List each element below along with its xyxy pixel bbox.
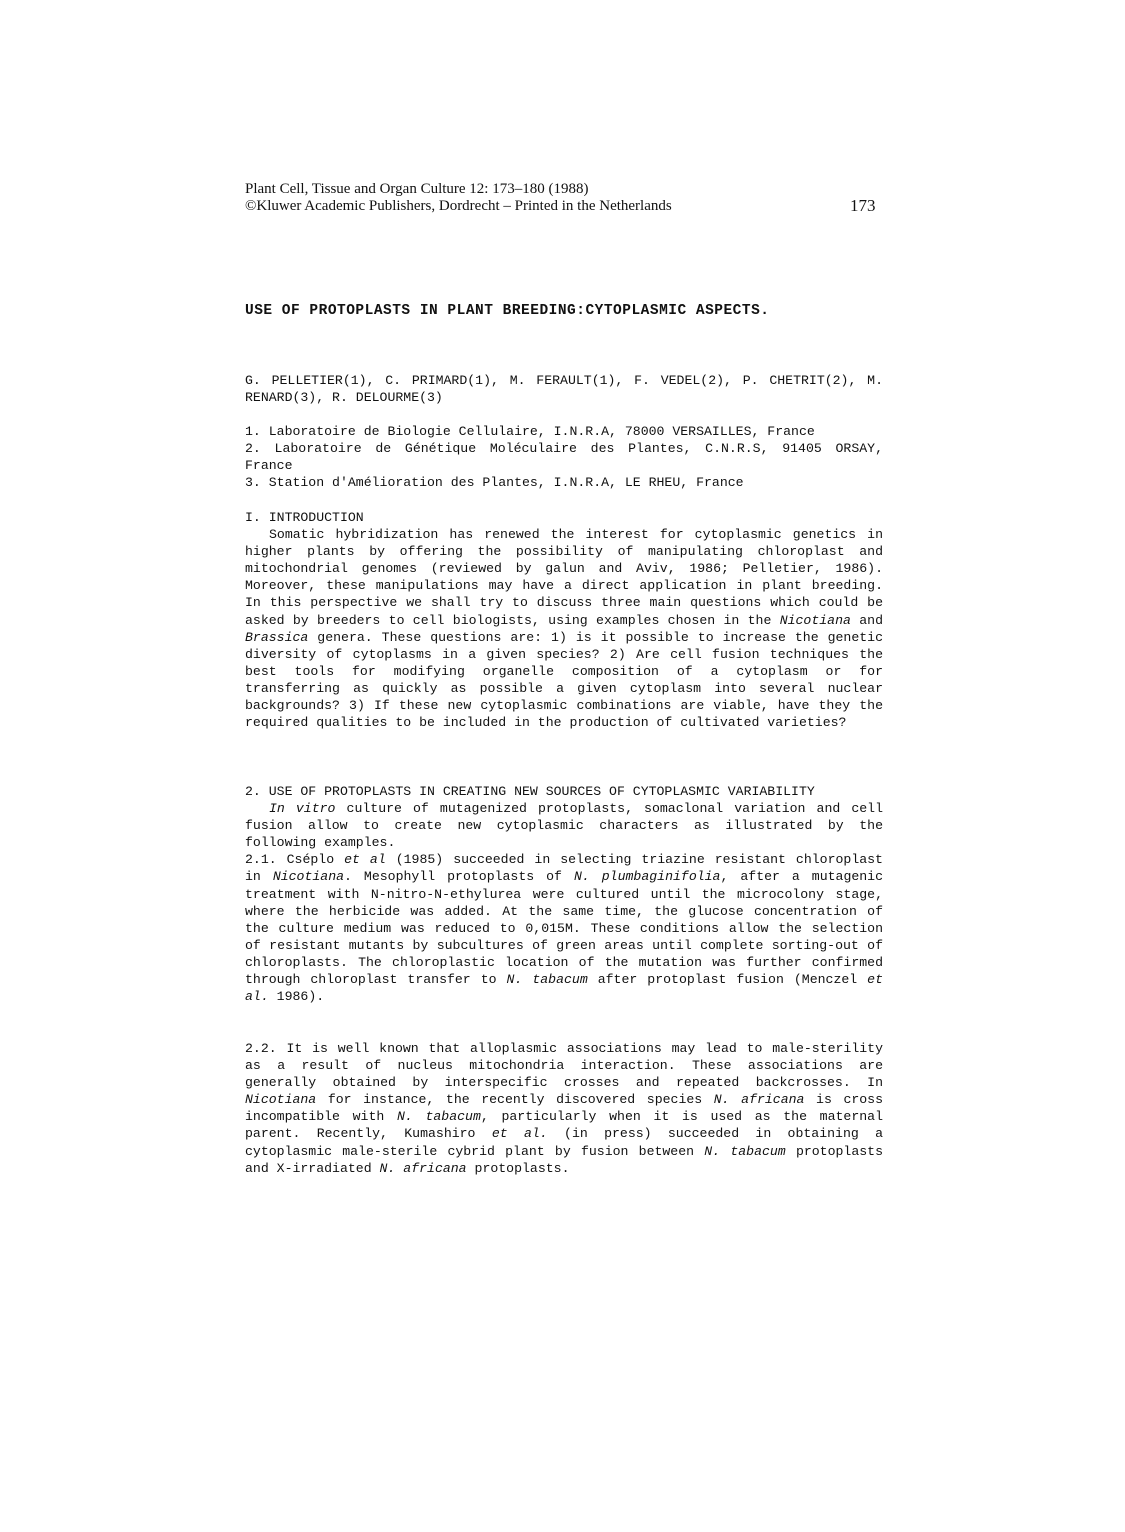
section-2	[245, 783, 883, 1005]
introduction-paragraph: Somatic hybridization has renewed the interest for cytoplasmic genetics in higher plants by offering the possibility of manipulating chloroplast and mitochondrial genomes (reviewed by galun and Aviv, 1986; Pelletier, 1986). Moreover, these manipulations may have a direct application in plant breeding. In this perspective we shall try to discuss three main questions which could be asked by breeders to cell biologists, using examples chosen in the Nicotiana and Brassica genera. These questions are: 1) is it possible to increase the genetic diversity of cytoplasms in a given species? 2) Are cell fusion techniques the best tools for modifying organelle composition of a cytoplasm or for transferring as quickly as possible a given cytoplasm into several nuclear backgrounds? 3) If these new cytoplasmic combinations are viable, have they the required qualities to be included in the production of cultivated varieties?	[245, 527, 883, 731]
affiliation-2: 2. Laboratoire de Génétique Moléculaire des Plantes, C.N.R.S, 91405 ORSAY, France	[245, 441, 883, 474]
subsection-2-2-paragraph: 2.2. It is well known that alloplasmic associations may lead to male-sterility as a result of nucleus mitochondria interaction. These associations are generally obtained by interspecific crosses and repeated backcrosses. In Nicotiana for instance, the recently discovered species N. africana is cross incompatible with N. tabacum, particularly when it is used as the maternal parent. Recently, Kumashiro et al. (in press) succeeded in obtaining a cytoplasmic male-sterile cybrid plant by fusion between N. tabacum protoplasts and X-irradiated N. africana protoplasts.	[245, 1041, 884, 1176]
affiliation-3: 3. Station d'Amélioration des Plantes, I.N.R.A, LE RHEU, France	[245, 475, 744, 491]
affiliations	[245, 423, 883, 491]
article-title: USE OF PROTOPLASTS IN PLANT BREEDING:CYTOPLASMIC ASPECTS.	[245, 303, 770, 319]
subsection-2-2	[245, 1040, 883, 1177]
introduction-heading: I. INTRODUCTION	[245, 510, 364, 525]
section-2-heading: 2. USE OF PROTOPLASTS IN CREATING NEW SOURCES OF CYTOPLASMIC VARIABILITY	[245, 784, 815, 799]
journal-citation: Plant Cell, Tissue and Organ Culture 12: 173–180 (1988)	[245, 181, 589, 197]
author-list: G. PELLETIER(1), C. PRIMARD(1), M. FERAULT(1), F. VEDEL(2), P. CHETRIT(2), M. RENARD(3), R. DELOURME(3)	[245, 373, 883, 406]
section-2-intro-paragraph: In vitro culture of mutagenized protoplasts, somaclonal variation and cell fusion allow to create new cytoplasmic characters as illustrated by the following examples.	[245, 801, 884, 851]
affiliation-1: 1. Laboratoire de Biologie Cellulaire, I.N.R.A, 78000 VERSAILLES, France	[245, 424, 815, 439]
journal-header	[245, 181, 885, 215]
publisher-line: ©Kluwer Academic Publishers, Dordrecht – Printed in the Netherlands	[245, 198, 672, 214]
introduction-section	[245, 509, 883, 731]
subsection-2-1: 2.1. Cséplo et al (1985) succeeded in selecting triazine resistant chloroplast in Nicotiana. Mesophyll protoplasts of N. plumbaginifolia, after a mutagenic treatment with N-nitro-N-ethylurea were cultured until the microcolony stage, where the herbicide was added. At the same time, the glucose concentration of the culture medium was reduced to 0,015M. These conditions allow the selection of resistant mutants by subcultures of green areas until complete sorting-out of chloroplasts. The chloroplastic location of the mutation was further confirmed through chloroplast transfer to N. tabacum after protoplast fusion (Menczel et al. 1986).	[245, 852, 884, 1005]
page-number: 173	[850, 196, 876, 215]
